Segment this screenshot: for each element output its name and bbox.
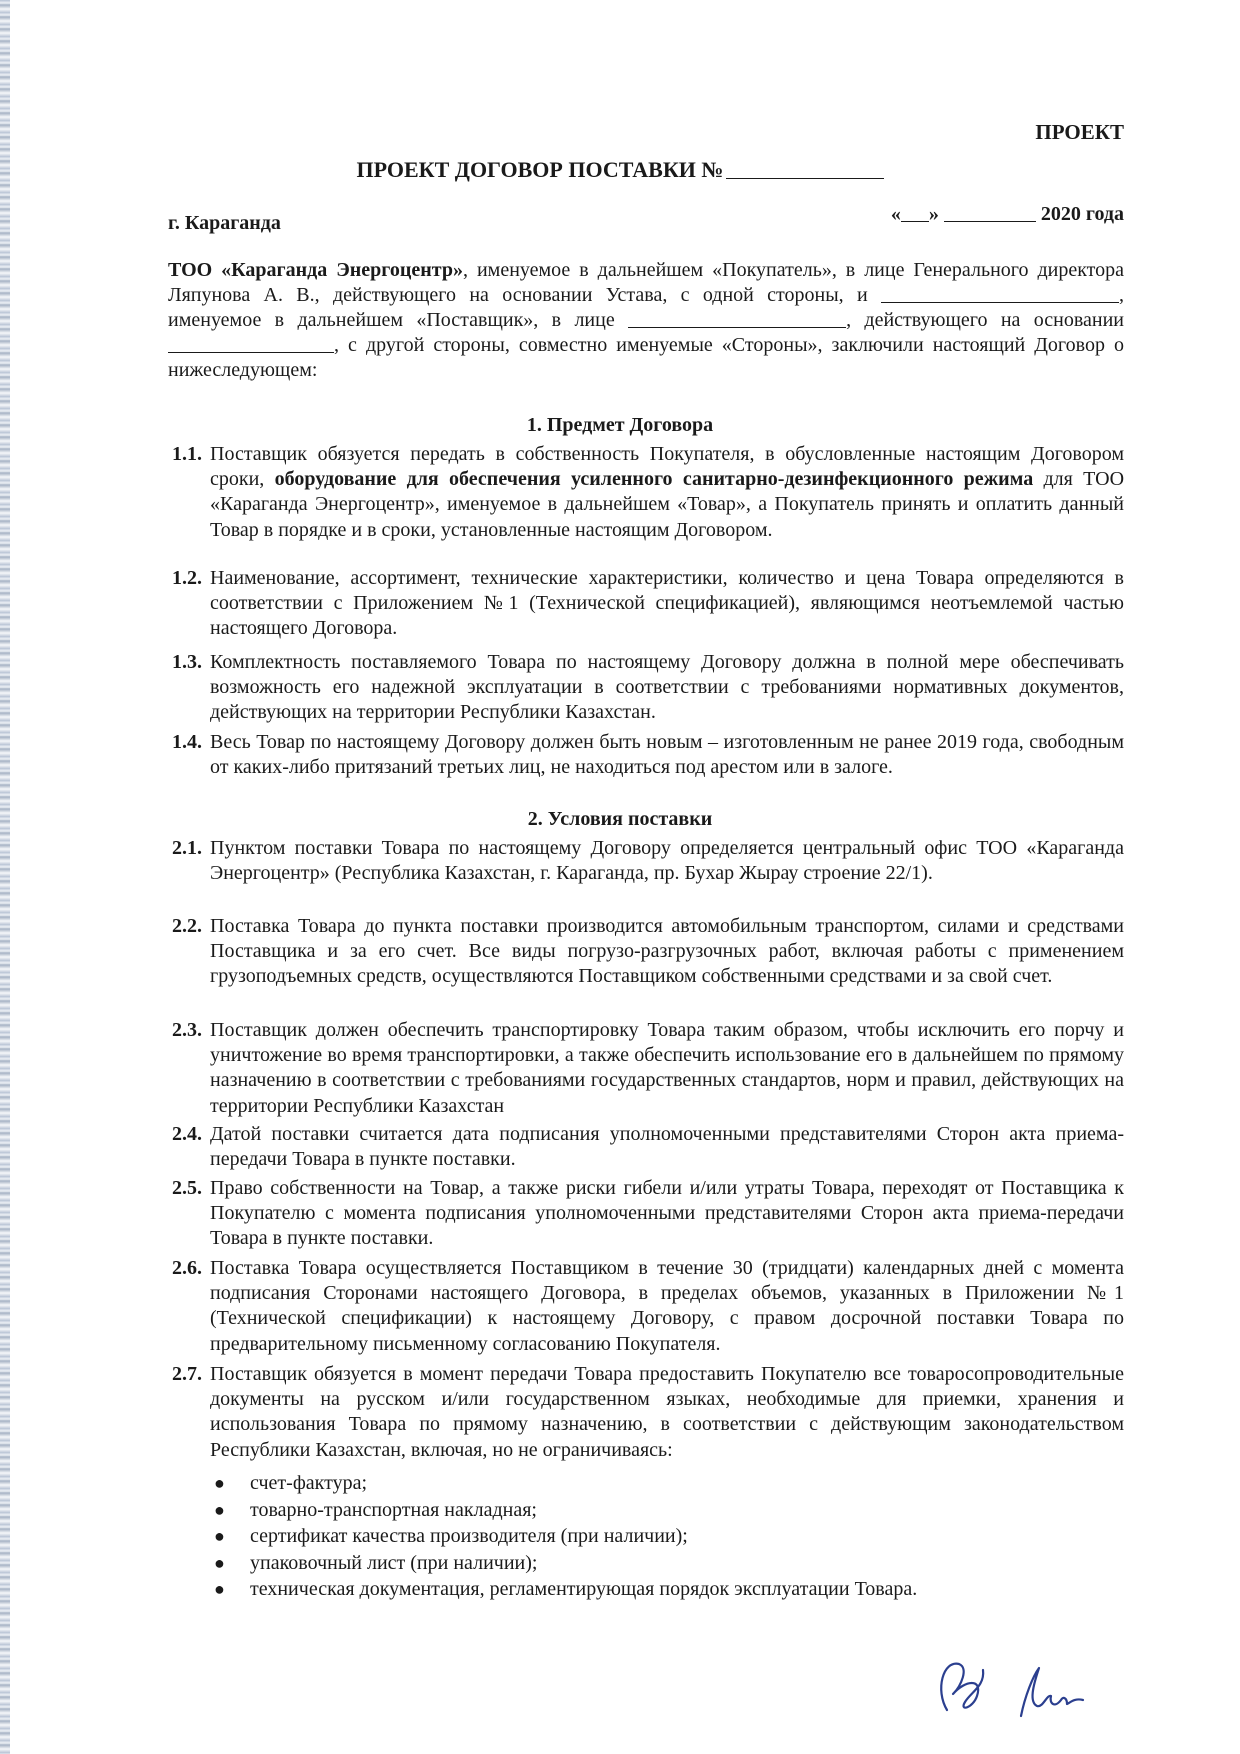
clause-2-2 [168, 914, 1124, 990]
clause-text: Наименование, ассортимент, технические характеристики, количество и цена Товара определяются в соответствии с Приложением №1 (Технической спецификацией), являющимся неотъемлемой частью настоящего Договора. [210, 567, 1124, 640]
list-item-text: товарно-транспортная накладная; [250, 1498, 537, 1521]
clause-number: 1.1. [172, 443, 202, 465]
buyer-name: ТОО «Караганда Энергоцентр» [168, 259, 463, 281]
clause-number: 2.7. [172, 1363, 202, 1385]
supplier-basis-blank [168, 334, 334, 353]
preamble-part-2: , именуемое в дальнейшем «Поставщик», в лице [168, 284, 1124, 331]
list-item-text: упаковочный лист (при наличии); [250, 1551, 538, 1574]
clause-text: Датой поставки считается дата подписания уполномоченными представителями Сторон акта приема-передачи Товара в пункте поставки. [210, 1123, 1124, 1171]
preamble-part-4: , с другой стороны, совместно именуемые «Стороны», заключили настоящий Договор о нижеследующем: [168, 334, 1124, 381]
clause-2-7 [168, 1362, 1124, 1463]
contract-date [840, 203, 1124, 226]
clause-2-4 [168, 1122, 1124, 1172]
day-blank [901, 203, 929, 222]
clause-1-1 [168, 442, 1124, 543]
list-item [208, 1523, 1108, 1550]
clause-text: Поставка Товара до пункта поставки производится автомобильным транспортом, силами и средствами Поставщика и за его счет. Все виды погрузо-разгрузочных работ, включая работы с применением грузоподъемных средств, осуществляются Поставщиком собственными средствами и за свой счет. [210, 915, 1124, 988]
equipment-description: оборудование для обеспечения усиленного санитарно-дезинфекционного режима [274, 468, 1034, 491]
clause-number: 1.2. [172, 567, 202, 589]
draft-mark: ПРОЕКТ [1035, 120, 1124, 144]
list-item-text: счет-фактура; [250, 1472, 368, 1494]
clause-text: Комплектность поставляемого Товара по настоящему Договору должна в полной мере обеспечивать возможность его надежной эксплуатации в соответствии с требованиями нормативных документов, действующих на территории Республики Казахстан. [210, 651, 1124, 724]
bullet-icon: ● [214, 1552, 225, 1573]
clause-text: Поставщик обязуется в момент передачи Товара предоставить Покупателю все товаросопроводительные документы на русском и/или государственном языках, необходимые для приемки, хранения и использования Товара по прямому назначению, в соответствии с действующим законодательством Республики Казахстан, включая, но не ограничиваясь: [210, 1363, 1124, 1461]
clause-number: 2.5. [172, 1177, 202, 1199]
list-item-text: сертификат качества производителя (при наличии); [250, 1525, 688, 1547]
list-item [208, 1576, 1108, 1603]
date-quote-close: » [928, 203, 939, 225]
clause-2-5 [168, 1176, 1124, 1252]
clause-number: 1.3. [172, 651, 202, 673]
list-item [208, 1550, 1108, 1577]
document-title [0, 157, 1240, 183]
bullet-icon: ● [214, 1526, 225, 1546]
clause-number: 2.6. [172, 1257, 202, 1279]
clause-text: Пунктом поставки Товара по настоящему Договору определяется центральный офис ТОО «Караганда Энергоцентр» (Республика Казахстан, г. Караганда, пр. Бухар Жырау строение 22/1). [210, 837, 1124, 885]
clause-1-4 [168, 730, 1124, 780]
date-year: 2020 года [1040, 203, 1124, 225]
clause-2-3 [168, 1018, 1124, 1119]
clause-2-6 [168, 1256, 1124, 1357]
documents-list [208, 1470, 1108, 1603]
clause-1-3 [168, 650, 1124, 726]
clause-number: 2.1. [172, 837, 202, 859]
initials-signatures [925, 1650, 1105, 1730]
clause-text [210, 442, 1124, 543]
clause-2-1 [168, 836, 1124, 886]
bullet-icon: ● [214, 1473, 225, 1493]
bullet-icon: ● [214, 1499, 225, 1520]
clause-text: Право собственности на Товар, а также риски гибели и/или утраты Товара, переходят от Поставщика к Покупателю с момента подписания уполномоченными представителями Сторон акта приема-передачи Товара в пункте поставки. [210, 1177, 1124, 1250]
clause-text-part: для ТОО «Караганда Энергоцентр», именуемое в дальнейшем «Товар», а Покупатель принять и оплатить данный Товар в порядке и в сроки, установленные настоящим Договором. [210, 468, 1125, 541]
clause-text-part: Поставщик обязуется передать в собственность Покупателя, в обусловленные настоящим Договором сроки, [210, 443, 1124, 491]
preamble-part-1: , именуемое в дальнейшем «Покупатель», в лице Генерального директора Ляпунова А. В., действующего на основании Устава, с одной стороны, и [168, 259, 1125, 306]
list-item [208, 1470, 1108, 1497]
clause-number: 2.3. [172, 1019, 202, 1041]
clause-number: 1.4. [172, 731, 202, 753]
clause-text: Поставка Товара осуществляется Поставщиком в течение 30 (тридцати) календарных дней с момента подписания Сторонами настоящего Договора, в пределах объемов, указанных в Приложении №1 (Технической спецификации) к настоящему Договору, с правом досрочной поставки Товара по предварительному письменному согласованию Покупателя. [210, 1257, 1124, 1355]
month-blank [944, 203, 1036, 222]
list-item [208, 1497, 1108, 1524]
city: г. Караганда [168, 212, 281, 234]
clause-1-2 [168, 566, 1124, 642]
supplier-rep-blank [628, 309, 846, 328]
contract-number-blank [726, 158, 884, 179]
title-text: ПРОЕКТ ДОГОВОР ПОСТАВКИ № [356, 157, 724, 182]
clause-number: 2.2. [172, 915, 202, 937]
signature-1 [941, 1664, 983, 1710]
bullet-icon: ● [214, 1579, 225, 1599]
section-1-heading: 1. Предмет Договора [526, 414, 714, 436]
preamble-part-3: , действующего на основании [846, 309, 1124, 331]
list-item-text: техническая документация, регламентирующая порядок эксплуатации Товара. [250, 1578, 918, 1600]
clause-text: Весь Товар по настоящему Договору должен быть новым – изготовленным не ранее 2019 года, свободным от каких-либо притязаний третьих лиц, не находиться под арестом или в залоге. [210, 731, 1124, 779]
scan-edge-artifact [0, 0, 10, 1754]
clause-number: 2.4. [172, 1123, 202, 1145]
signature-2 [1021, 1668, 1083, 1716]
preamble [168, 258, 1124, 383]
supplier-name-blank [881, 284, 1119, 303]
date-quote-open: « [890, 203, 901, 225]
clause-text: Поставщик должен обеспечить транспортировку Товара таким образом, чтобы исключить его порчу и уничтожение во время транспортировки, а также обеспечить использование его в дальнейшем по прямому назначению в соответствии с требованиями государственных стандартов, норм и правил, действующих на территории Республики Казахстан [210, 1019, 1124, 1117]
section-2-heading: 2. Условия поставки [527, 808, 713, 830]
